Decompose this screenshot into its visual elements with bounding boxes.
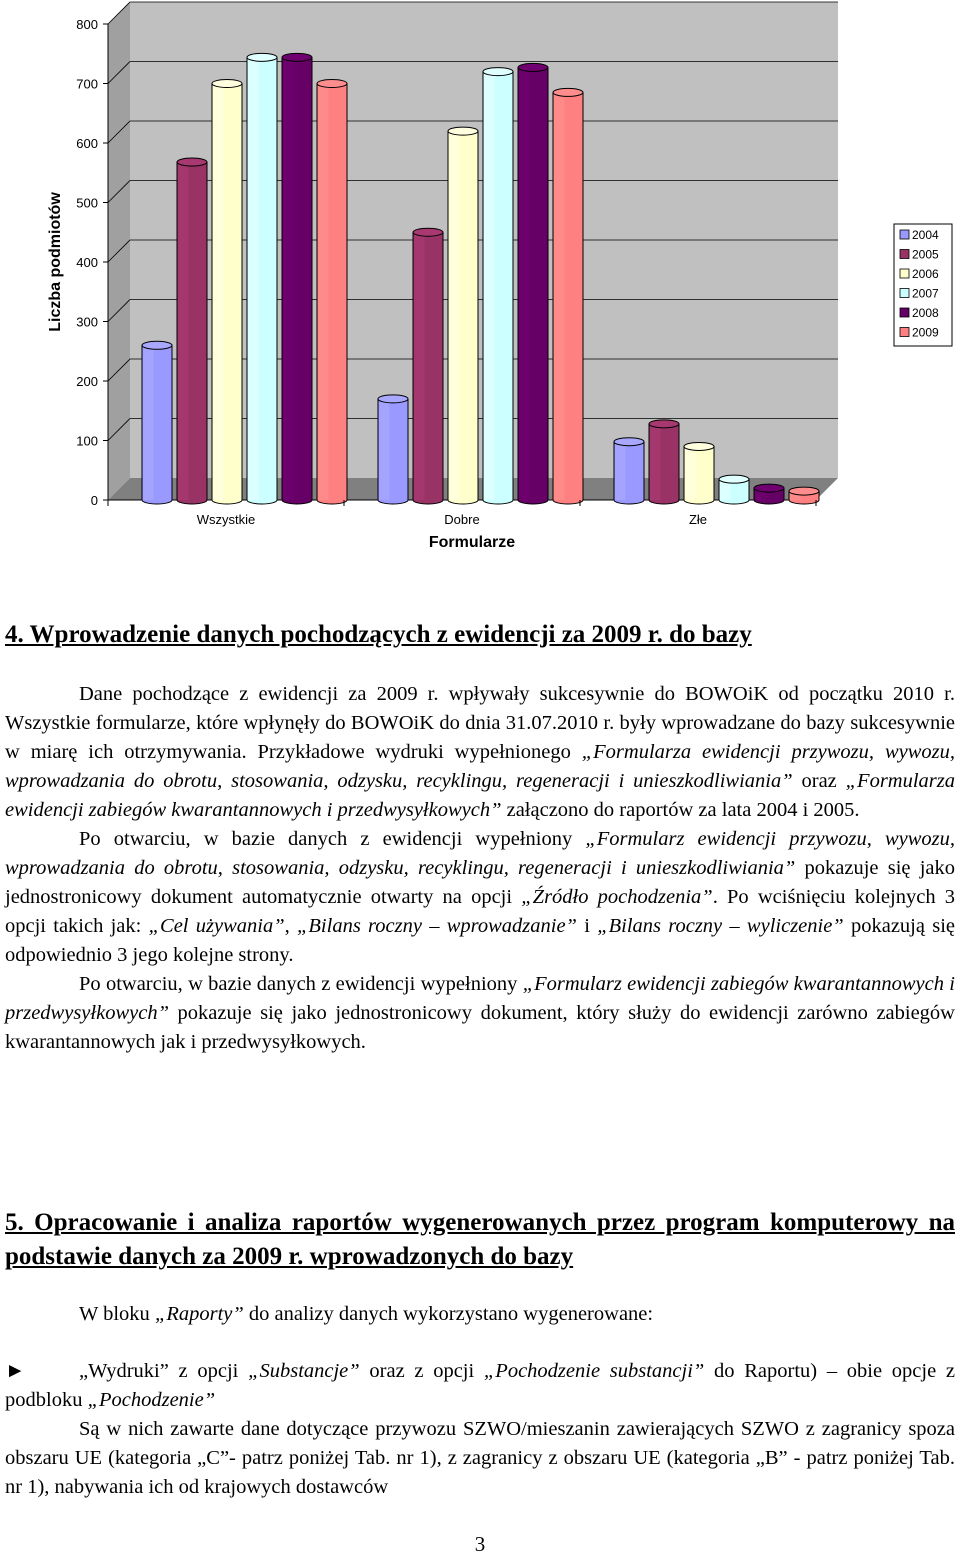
y-tick-label: 600 xyxy=(76,136,98,151)
bar-2009-0 xyxy=(317,80,347,505)
section-5-paragraph-1: W bloku „Raporty” do analizy danych wykorzystano wygenerowane: xyxy=(79,1303,654,1325)
x-tick-label: Wszystkie xyxy=(196,512,256,527)
page-number: 3 xyxy=(474,1532,486,1556)
section-4 xyxy=(5,618,955,1057)
bar-2007-2 xyxy=(719,475,749,504)
bar-2005-0 xyxy=(177,158,207,504)
bar-2005-1 xyxy=(413,228,443,504)
bar-2008-1 xyxy=(518,63,548,504)
y-tick-label: 100 xyxy=(76,433,98,449)
legend-swatch xyxy=(900,289,909,298)
y-tick-label: 800 xyxy=(76,17,98,32)
x-tick-label: Dobre xyxy=(444,512,480,527)
bar-2007-0 xyxy=(247,53,277,504)
section-5-bullet-item: ► „Wydruki” z opcji „Substancje” oraz z opcji „Pochodzenie substancji” do Raportu) – obie opcje z podbloku „Pochodzenie” xyxy=(5,1357,955,1415)
legend-label: 2007 xyxy=(912,286,939,301)
bar-2008-0 xyxy=(282,53,312,504)
legend xyxy=(894,224,952,346)
x-tick-label: Złe xyxy=(688,512,708,527)
bar-2008-2 xyxy=(754,484,784,504)
bar-2009-2 xyxy=(789,487,819,504)
y-tick-label: 0 xyxy=(90,493,98,508)
legend-swatch xyxy=(900,308,909,317)
bar-2004-2 xyxy=(614,438,644,504)
y-ticks xyxy=(76,17,108,508)
bar-2007-1 xyxy=(483,68,513,504)
section-5 xyxy=(5,1206,955,1502)
section-4-heading: 4. Wprowadzenie danych pochodzących z ewidencji za 2009 r. do bazy xyxy=(5,621,752,648)
bar-2006-0 xyxy=(212,80,242,505)
y-tick-label: 500 xyxy=(76,195,98,211)
y-tick-label: 700 xyxy=(76,76,98,92)
x-axis-label: Formularze xyxy=(428,534,516,551)
y-axis-label: Liczba podmiotów xyxy=(47,192,64,332)
bar-2006-1 xyxy=(448,127,478,504)
legend-label: 2009 xyxy=(912,325,939,340)
legend-label: 2006 xyxy=(912,267,939,281)
bar-chart xyxy=(0,0,960,560)
bar-2009-1 xyxy=(553,88,583,504)
bullet-arrow-icon: ► xyxy=(5,1360,26,1382)
legend-swatch xyxy=(900,230,909,239)
section-4-paragraph-1: Dane pochodzące z ewidencji za 2009 r. wpływały sukcesywnie do BOWOiK od początku 2010 r. Wszystkie formularze, które wpłynęły do BOWOiK do dnia 31.07.2010 r. były wprowadzane do bazy sukcesywnie w miarę ich otrzymywania. Przykładowe wydruki wypełnionego „Formularza ewidencji przywozu, wywozu, wprowadzania do obrotu, stosowania, odzysku, recyklingu, regeneracji i unieszkodliwiania” oraz „Formularza ewidencji zabiegów kwarantannowych i przedwysyłkowych” załączono do raportów za lata 2004 i 2005. xyxy=(5,683,955,821)
y-tick-label: 300 xyxy=(76,314,98,330)
section-5-paragraph-2: Są w nich zawarte dane dotyczące przywozu SZWO/mieszanin zawierających SZWO z zagranicy spoza obszaru UE (kategoria „C”- patrz poniżej Tab. nr 1), z zagranicy z obszaru UE (kategoria „B” - patrz poniżej Tab. nr 1), nabywania ich od krajowych dostawców xyxy=(5,1418,955,1498)
y-tick-label: 400 xyxy=(76,255,98,270)
y-tick-label: 200 xyxy=(76,374,98,389)
legend-swatch xyxy=(900,269,909,278)
bar-2004-0 xyxy=(142,341,172,504)
legend-label: 2004 xyxy=(912,228,939,242)
bar-2004-1 xyxy=(378,395,408,504)
section-4-paragraph-3: Po otwarciu, w bazie danych z ewidencji wypełniony „Formularz ewidencji zabiegów kwarantannowych i przedwysyłkowych” pokazuje się jako jednostronicowy dokument, który służy do ewidencji zarówno zabiegów kwarantannowych jak i przedwysyłkowych. xyxy=(5,973,955,1053)
legend-swatch xyxy=(900,250,909,259)
section-5-heading: 5. Opracowanie i analiza raportów wygenerowanych przez program komputerowy na podstawie danych za 2009 r. wprowadzonych do bazy xyxy=(5,1209,955,1270)
section-4-paragraph-2: Po otwarciu, w bazie danych z ewidencji wypełniony „Formularz ewidencji przywozu, wywozu, wprowadzania do obrotu, stosowania, odzysku, recyklingu, regeneracji i unieszkodliwiania” pokazuje się jako jednostronicowy dokument automatycznie otwarty na opcji „Źródło pochodzenia”. Po wciśnięciu kolejnych 3 opcji takich jak: „Cel używania”, „Bilans roczny – wprowadzanie” i „Bilans roczny – wyliczenie” pokazują się odpowiednio 3 jego kolejne strony. xyxy=(5,828,956,966)
bar-2005-2 xyxy=(649,420,679,504)
legend-swatch xyxy=(900,328,909,337)
legend-label: 2008 xyxy=(912,306,939,320)
bar-2006-2 xyxy=(684,442,714,504)
legend-label: 2005 xyxy=(912,247,939,262)
